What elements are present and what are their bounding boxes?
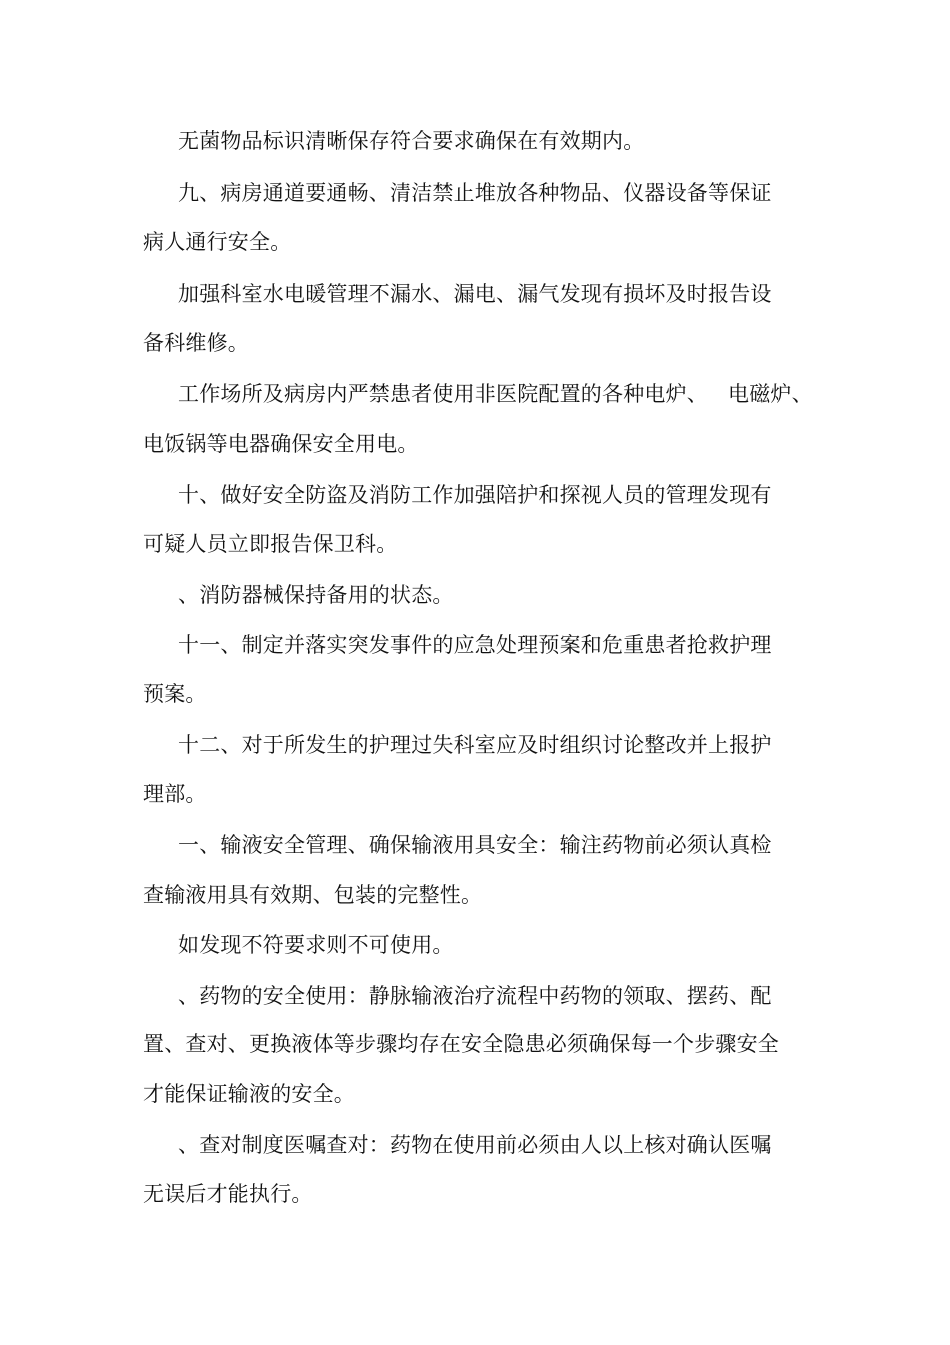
paragraph-line: 才能保证输液的安全。 <box>143 1082 355 1106</box>
paragraph-line: 十一、制定并落实突发事件的应急处理预案和危重患者抢救护理 <box>178 633 772 657</box>
paragraph-line: 无误后才能执行。 <box>143 1182 313 1206</box>
paragraph-line: 、药物的安全使用：静脉输液治疗流程中药物的领取、摆药、配 <box>178 984 772 1008</box>
paragraph-line: 九、病房通道要通畅、清洁禁止堆放各种物品、仪器设备等保证 <box>178 181 772 205</box>
paragraph-line: 工作场所及病房内严禁患者使用非医院配置的各种电炉、 <box>178 382 708 406</box>
paragraph-line: 查输液用具有效期、包装的完整性。 <box>143 883 483 907</box>
paragraph-line: 理部。 <box>143 782 207 806</box>
paragraph-line: 、查对制度医嘱查对：药物在使用前必须由人以上核对确认医嘱 <box>178 1133 772 1157</box>
paragraph-line: 备科维修。 <box>143 331 249 355</box>
paragraph-line: 、消防器械保持备用的状态。 <box>178 583 454 607</box>
paragraph-line: 一、输液安全管理、确保输液用具安全：输注药物前必须认真检 <box>178 833 772 857</box>
paragraph-line: 十、做好安全防盗及消防工作加强陪护和探视人员的管理发现有 <box>178 483 772 507</box>
paragraph-line: 十二、对于所发生的护理过失科室应及时组织讨论整改并上报护 <box>178 733 772 757</box>
paragraph-line: 可疑人员立即报告保卫科。 <box>143 532 398 556</box>
paragraph-line: 置、查对、更换液体等步骤均存在安全隐患必须确保每一个步骤安全 <box>143 1032 779 1056</box>
paragraph-line: 加强科室水电暖管理不漏水、漏电、漏气发现有损坏及时报告设 <box>178 282 772 306</box>
paragraph-line: 无菌物品标识清晰保存符合要求确保在有效期内。 <box>178 129 645 153</box>
paragraph-line: 如发现不符要求则不可使用。 <box>178 933 454 957</box>
paragraph-line: 预案。 <box>143 682 207 706</box>
paragraph-line: 电饭锅等电器确保安全用电。 <box>143 432 419 456</box>
paragraph-line: 病人通行安全。 <box>143 230 292 254</box>
paragraph-line-fragment: 电磁炉、 <box>728 382 813 406</box>
